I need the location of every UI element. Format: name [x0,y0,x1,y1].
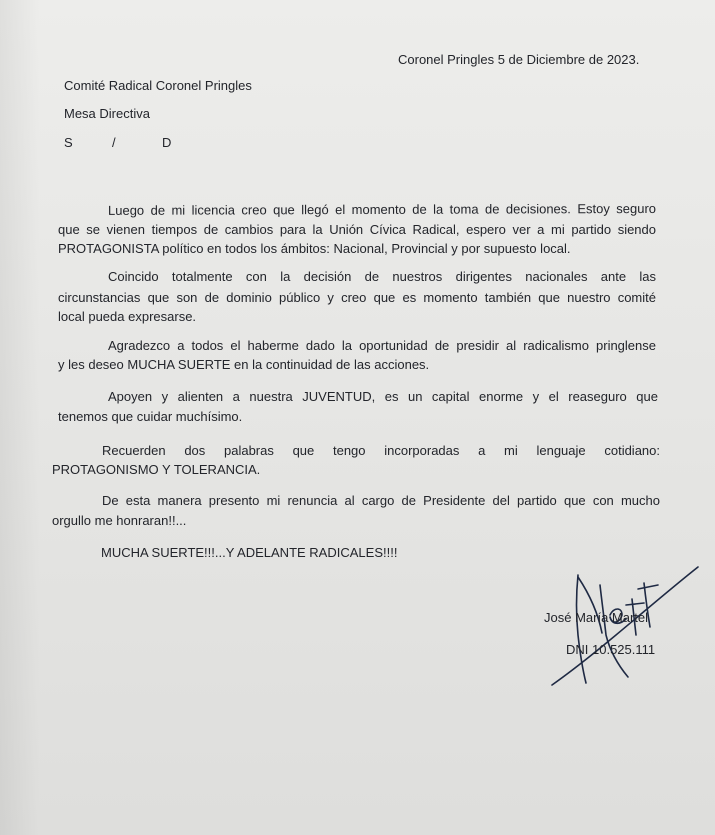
page-shadow [0,0,40,835]
salutation-d: D [162,135,172,150]
paragraph-1-line-2: que se vienen tiempos de cambios para la Unión Cívica Radical, espero ver a mi partido siendo [58,222,656,237]
paragraph-5-line-1: Recuerden dos palabras que tengo incorporadas a mi lenguaje cotidiano: [102,443,660,458]
date-line: Coronel Pringles 5 de Diciembre de 2023. [398,52,640,67]
paragraph-2-line-2: circunstancias que son de dominio público y creo que es momento también que nuestro comité [58,290,656,305]
salutation-slash: / [112,135,116,150]
paragraph-3-line-1: Agradezco a todos el haberme dado la oportunidad de presidir al radicalismo pringlense [108,338,656,353]
paragraph-6-line-2: orgullo me honraran!!... [52,513,187,528]
recipient-line-2: Mesa Directiva [64,106,150,121]
paragraph-3-line-2: y les deseo MUCHA SUERTE en la continuidad de las acciones. [58,357,430,372]
paragraph-5-line-2: PROTAGONISMO Y TOLERANCIA. [52,462,261,477]
signer-name: José María Martel [544,610,649,625]
salutation-s: S [64,135,73,150]
paragraph-1-line-3: PROTAGONISTA político en todos los ámbitos: Nacional, Provincial y por supuesto local. [58,241,571,256]
paragraph-4-line-2: tenemos que cuidar muchísimo. [58,409,243,424]
recipient-line-1: Comité Radical Coronel Pringles [64,78,252,93]
paragraph-4-line-1: Apoyen y alienten a nuestra JUVENTUD, es un capital enorme y el reaseguro que [108,389,658,404]
paragraph-1-line-1: Luego de mi licencia creo que llegó el momento de la toma de decisiones. Estoy seguro [107,200,657,218]
signer-id: DNI 10.525.111 [566,642,656,657]
closing-line: MUCHA SUERTE!!!...Y ADELANTE RADICALES!!!! [101,545,398,560]
paragraph-6-line-1: De esta manera presento mi renuncia al cargo de Presidente del partido que con mucho [102,493,660,508]
paragraph-2-line-1: Coincido totalmente con la decisión de nuestros dirigentes nacionales ante las [108,269,656,284]
paragraph-2-line-3: local pueda expresarse. [58,309,197,324]
